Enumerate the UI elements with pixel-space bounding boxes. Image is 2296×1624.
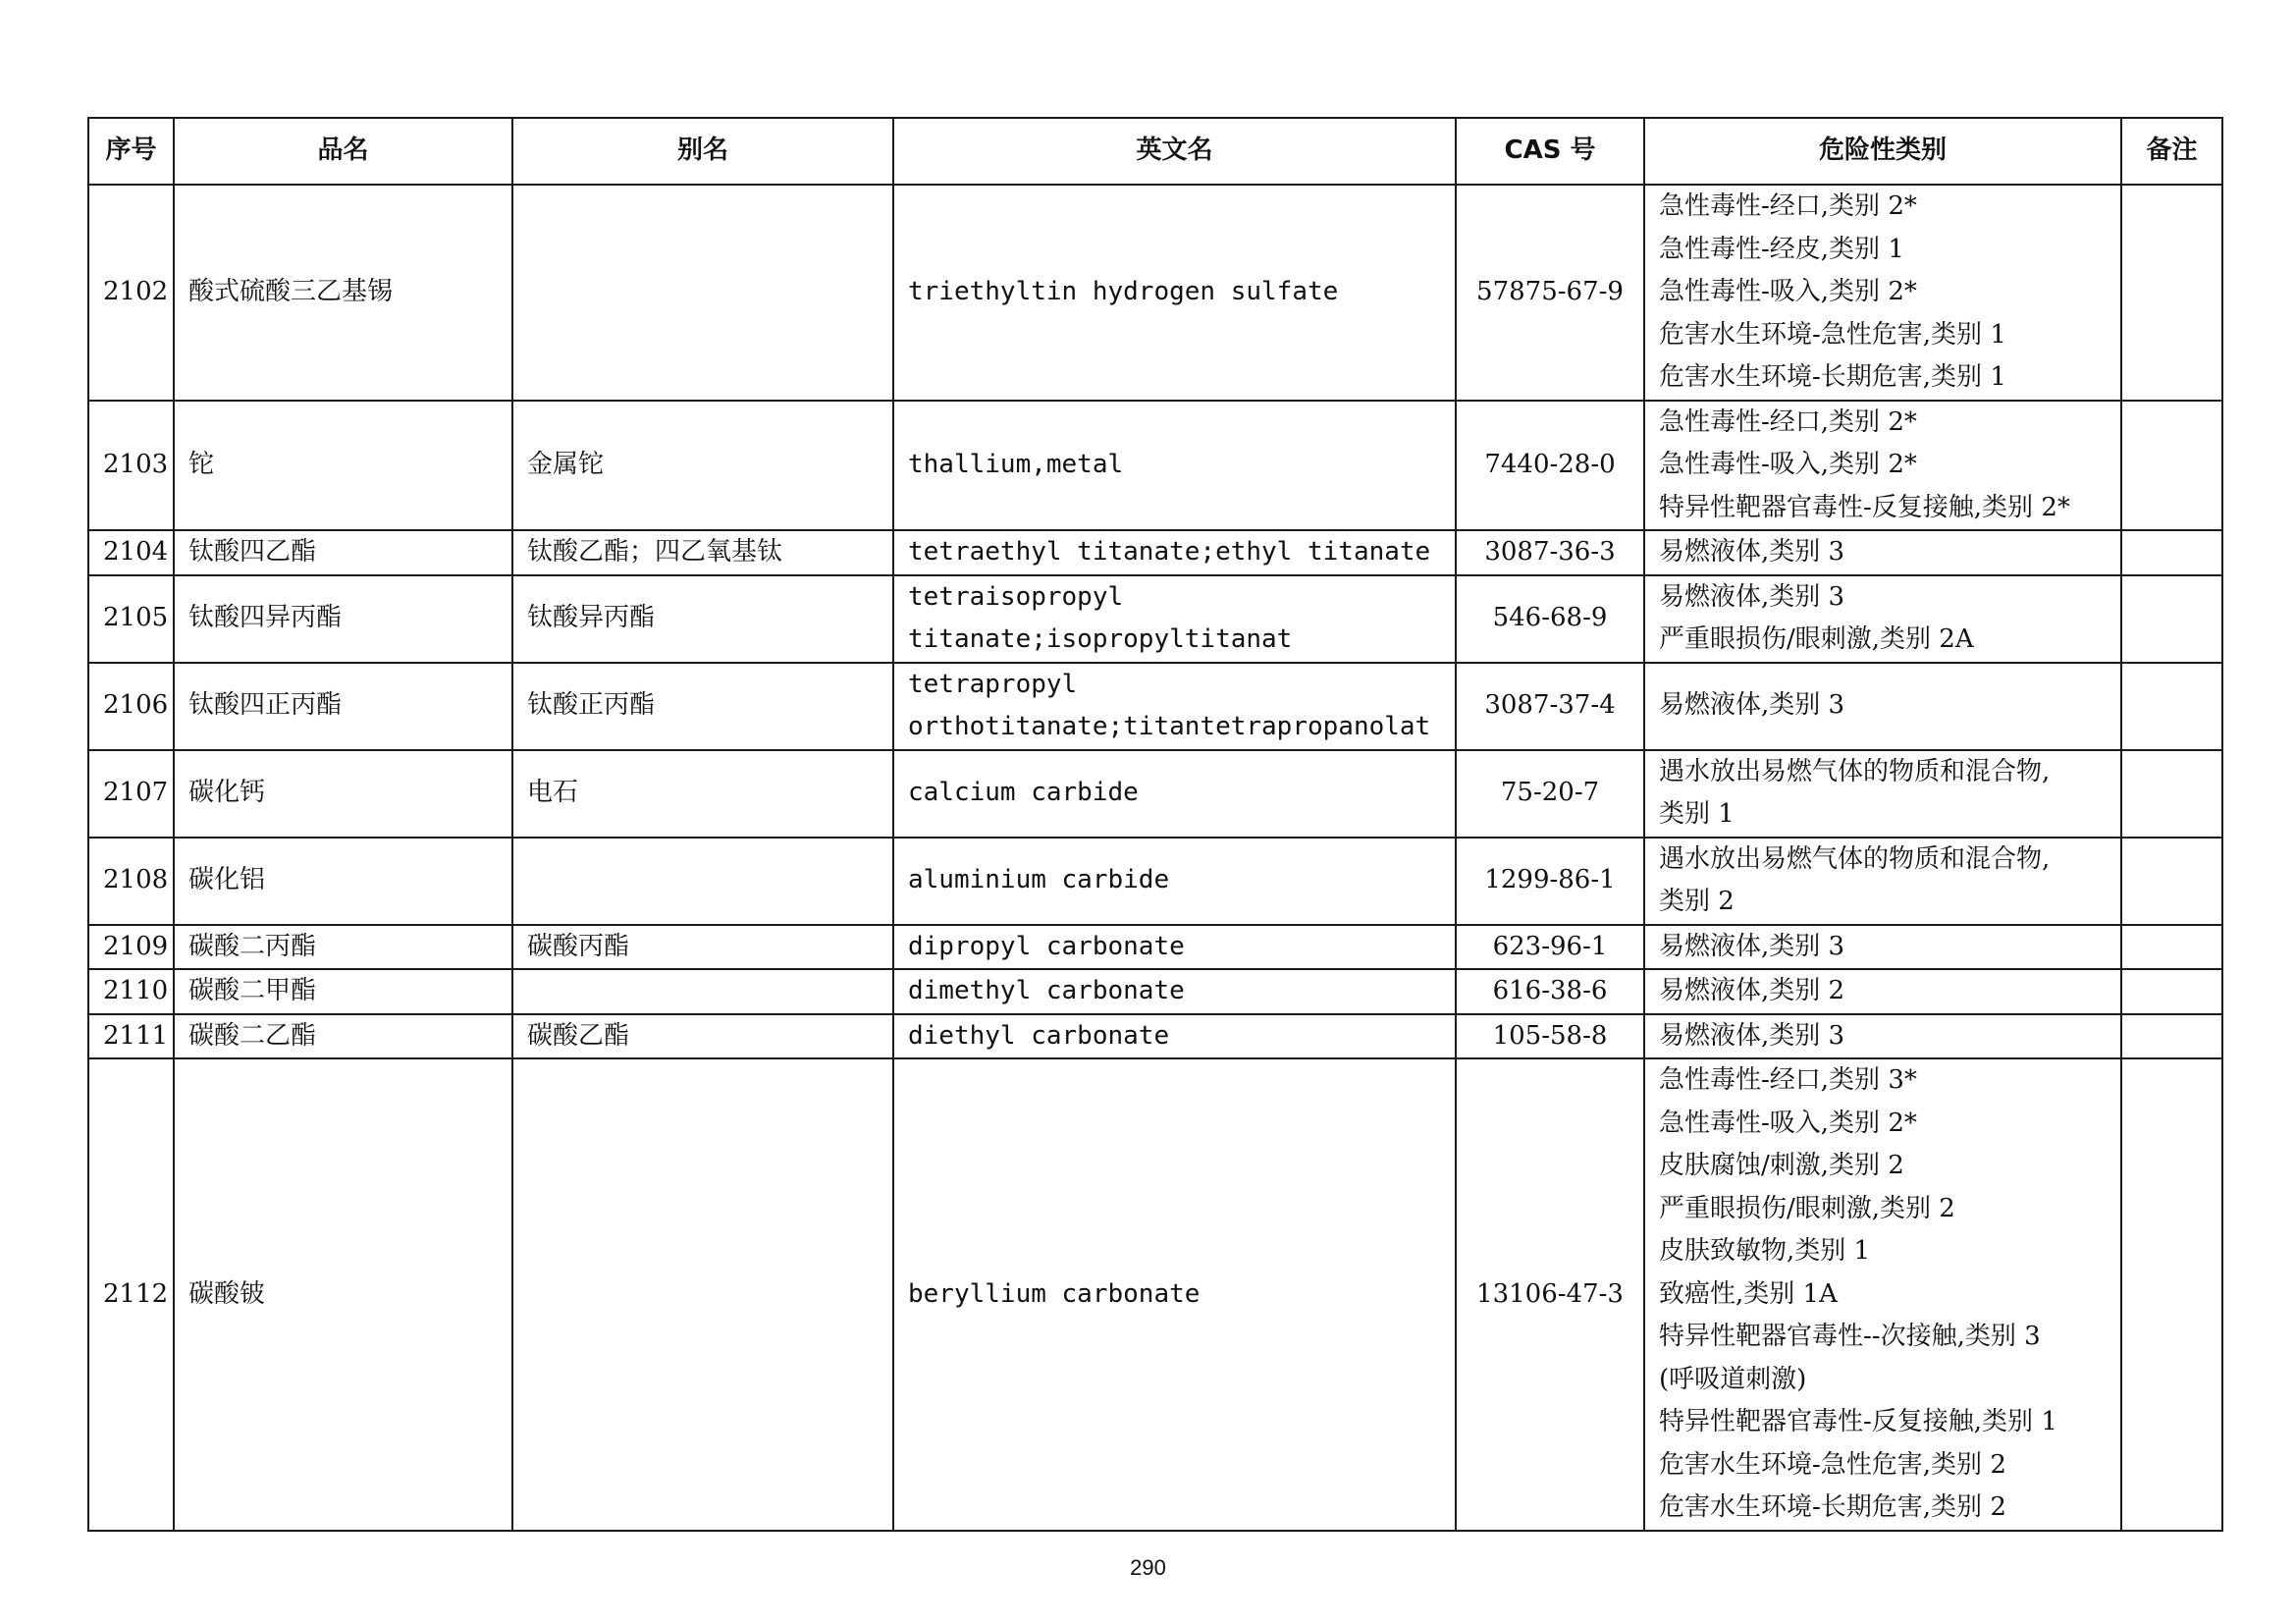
hazard-line: 急性毒性-吸入,类别 2* [1659, 450, 1917, 479]
cas-number-cell: 3087-37-4 [1456, 663, 1644, 750]
hazard-line: 遇水放出易燃气体的物质和混合物, [1659, 756, 2051, 786]
serial-number-cell: 2110 [88, 969, 174, 1014]
remarks-cell [2121, 575, 2222, 663]
cas-number-cell: 3087-36-3 [1456, 530, 1644, 575]
hazard-line: 类别 1 [1659, 799, 1735, 829]
serial-number-cell: 2104 [88, 530, 174, 575]
english-name-cell [893, 1014, 1456, 1059]
hazard-line: 易燃液体,类别 3 [1659, 931, 1845, 961]
alias-cell [512, 969, 893, 1014]
product-name-cell: 碳酸二甲酯 [174, 969, 512, 1014]
english-name-cell [893, 1058, 1456, 1531]
english-name-line: triethyltin hydrogen sulfate [908, 277, 1339, 306]
english-name-line: tetraisopropyl [908, 581, 1124, 612]
product-name-cell: 碳酸二丙酯 [174, 925, 512, 970]
serial-number-cell: 2102 [88, 185, 174, 401]
hazard-class-cell [1644, 1014, 2121, 1059]
cas-number-cell: 57875-67-9 [1456, 185, 1644, 401]
hazard-line: (呼吸道刺激) [1659, 1364, 1807, 1394]
cas-number-cell: 75-20-7 [1456, 750, 1644, 838]
hazard-class-cell [1644, 1058, 2121, 1531]
hazard-class-cell [1644, 838, 2121, 925]
header-alias: 别名 [512, 118, 893, 185]
english-name-cell [893, 530, 1456, 575]
header-cas-number: CAS 号 [1456, 118, 1644, 185]
header-hazard-class: 危险性类别 [1644, 118, 2121, 185]
hazard-class-cell [1644, 750, 2121, 838]
remarks-cell [2121, 530, 2222, 575]
english-name-line: diethyl carbonate [908, 1020, 1170, 1051]
remarks-cell [2121, 838, 2222, 925]
english-name-line: tetraethyl titanate;ethyl titanate [908, 537, 1431, 567]
product-name-cell: 钛酸四正丙酯 [174, 663, 512, 750]
page-number: 290 [1130, 1555, 1166, 1580]
alias-cell: 钛酸正丙酯 [512, 663, 893, 750]
english-name-line: dipropyl carbonate [908, 931, 1185, 961]
alias-cell [512, 185, 893, 401]
product-name-cell: 酸式硫酸三乙基锡 [174, 185, 512, 401]
cas-number-cell: 13106-47-3 [1456, 1058, 1644, 1531]
hazard-class-cell [1644, 530, 2121, 575]
alias-cell [512, 838, 893, 925]
hazard-line: 危害水生环境-长期危害,类别 2 [1659, 1492, 2006, 1522]
cas-number-cell: 105-58-8 [1456, 1014, 1644, 1059]
cas-number-cell: 546-68-9 [1456, 575, 1644, 663]
alias-cell: 钛酸乙酯；四乙氧基钛 [512, 530, 893, 575]
header-english-name: 英文名 [893, 118, 1456, 185]
table-row [88, 1014, 2222, 1059]
remarks-cell [2121, 1058, 2222, 1531]
english-name-line: calcium carbide [908, 778, 1139, 808]
serial-number-cell: 2103 [88, 401, 174, 531]
english-name-line: dimethyl carbonate [908, 976, 1185, 1005]
hazard-line: 类别 2 [1659, 887, 1735, 916]
english-name-line: aluminium carbide [908, 865, 1170, 895]
hazard-line: 急性毒性-经皮,类别 1 [1659, 234, 1904, 264]
remarks-cell [2121, 663, 2222, 750]
remarks-cell [2121, 1014, 2222, 1059]
alias-cell: 碳酸丙酯 [512, 925, 893, 970]
hazard-line: 特异性靶器官毒性-反复接触,类别 1 [1659, 1407, 2057, 1436]
table-row [88, 838, 2222, 925]
serial-number-cell: 2105 [88, 575, 174, 663]
cas-number-cell: 616-38-6 [1456, 969, 1644, 1014]
english-name-cell [893, 663, 1456, 750]
hazard-line: 皮肤致敏物,类别 1 [1659, 1236, 1871, 1266]
hazard-line: 急性毒性-经口,类别 2* [1659, 406, 1917, 437]
english-name-cell [893, 838, 1456, 925]
serial-number-cell: 2106 [88, 663, 174, 750]
header-serial-no: 序号 [88, 118, 174, 185]
hazard-class-cell [1644, 663, 2121, 750]
alias-cell: 电石 [512, 750, 893, 838]
table-row [88, 1058, 2222, 1531]
hazard-line: 易燃液体,类别 3 [1659, 1020, 1845, 1051]
english-name-line: thallium,metal [908, 450, 1124, 479]
remarks-cell [2121, 750, 2222, 838]
hazard-line: 易燃液体,类别 3 [1659, 581, 1845, 612]
product-name-cell: 碳酸铍 [174, 1058, 512, 1531]
remarks-cell [2121, 969, 2222, 1014]
product-name-cell: 钛酸四乙酯 [174, 530, 512, 575]
table-body [88, 185, 2222, 1531]
hazard-line: 特异性靶器官毒性-反复接触,类别 2* [1659, 492, 2070, 522]
remarks-cell [2121, 925, 2222, 970]
table-row [88, 750, 2222, 838]
product-name-cell: 铊 [174, 401, 512, 531]
english-name-cell [893, 750, 1456, 838]
table-row [88, 969, 2222, 1014]
hazard-class-cell [1644, 401, 2121, 531]
alias-cell: 金属铊 [512, 401, 893, 531]
alias-cell: 碳酸乙酯 [512, 1014, 893, 1059]
hazard-line: 急性毒性-吸入,类别 2* [1659, 1108, 1917, 1138]
product-name-cell: 碳化钙 [174, 750, 512, 838]
header-product-name: 品名 [174, 118, 512, 185]
table-row [88, 925, 2222, 970]
table-row [88, 663, 2222, 750]
cas-number-cell: 623-96-1 [1456, 925, 1644, 970]
english-name-line: titanate;isopropyltitanat [908, 624, 1293, 654]
hazard-class-cell [1644, 185, 2121, 401]
english-name-cell [893, 185, 1456, 401]
hazardous-chemicals-table [87, 117, 2223, 1532]
hazard-line: 危害水生环境-长期危害,类别 1 [1659, 362, 2006, 392]
hazard-line: 易燃液体,类别 2 [1659, 976, 1845, 1005]
alias-cell: 钛酸异丙酯 [512, 575, 893, 663]
hazard-line: 易燃液体,类别 3 [1659, 537, 1845, 567]
english-name-cell [893, 401, 1456, 531]
product-name-cell: 碳酸二乙酯 [174, 1014, 512, 1059]
cas-number-cell: 7440-28-0 [1456, 401, 1644, 531]
cas-number-cell: 1299-86-1 [1456, 838, 1644, 925]
product-name-cell: 碳化铝 [174, 838, 512, 925]
hazard-line: 特异性靶器官毒性--次接触,类别 3 [1659, 1322, 2041, 1351]
remarks-cell [2121, 185, 2222, 401]
product-name-cell: 钛酸四异丙酯 [174, 575, 512, 663]
alias-cell [512, 1058, 893, 1531]
table-row [88, 185, 2222, 401]
hazard-line: 危害水生环境-急性危害,类别 1 [1659, 319, 2006, 350]
serial-number-cell: 2112 [88, 1058, 174, 1531]
serial-number-cell: 2111 [88, 1014, 174, 1059]
english-name-cell [893, 925, 1456, 970]
hazard-line: 皮肤腐蚀/刺激,类别 2 [1659, 1151, 1904, 1180]
english-name-cell [893, 969, 1456, 1014]
hazard-line: 易燃液体,类别 3 [1659, 690, 1845, 721]
table-row [88, 530, 2222, 575]
hazard-class-cell [1644, 969, 2121, 1014]
table-row [88, 575, 2222, 663]
table-row [88, 401, 2222, 531]
hazard-class-cell [1644, 575, 2121, 663]
hazard-line: 严重眼损伤/眼刺激,类别 2A [1659, 624, 1974, 654]
remarks-cell [2121, 401, 2222, 531]
serial-number-cell: 2109 [88, 925, 174, 970]
english-name-line: orthotitanate;titantetrapropanolat [908, 712, 1431, 741]
serial-number-cell: 2108 [88, 838, 174, 925]
hazard-line: 急性毒性-吸入,类别 2* [1659, 277, 1917, 306]
hazard-class-cell [1644, 925, 2121, 970]
header-row [88, 118, 2222, 185]
hazard-line: 遇水放出易燃气体的物质和混合物, [1659, 843, 2051, 874]
english-name-line: tetrapropyl [908, 669, 1078, 699]
english-name-line: beryllium carbonate [908, 1278, 1201, 1309]
english-name-cell [893, 575, 1456, 663]
serial-number-cell: 2107 [88, 750, 174, 838]
header-remarks: 备注 [2121, 118, 2222, 185]
hazard-line: 急性毒性-经口,类别 3* [1659, 1065, 1917, 1095]
hazard-line: 危害水生环境-急性危害,类别 2 [1659, 1449, 2006, 1480]
hazard-line: 急性毒性-经口,类别 2* [1659, 191, 1917, 221]
hazard-line: 严重眼损伤/眼刺激,类别 2 [1659, 1193, 1955, 1223]
hazard-line: 致癌性,类别 1A [1659, 1278, 1838, 1309]
